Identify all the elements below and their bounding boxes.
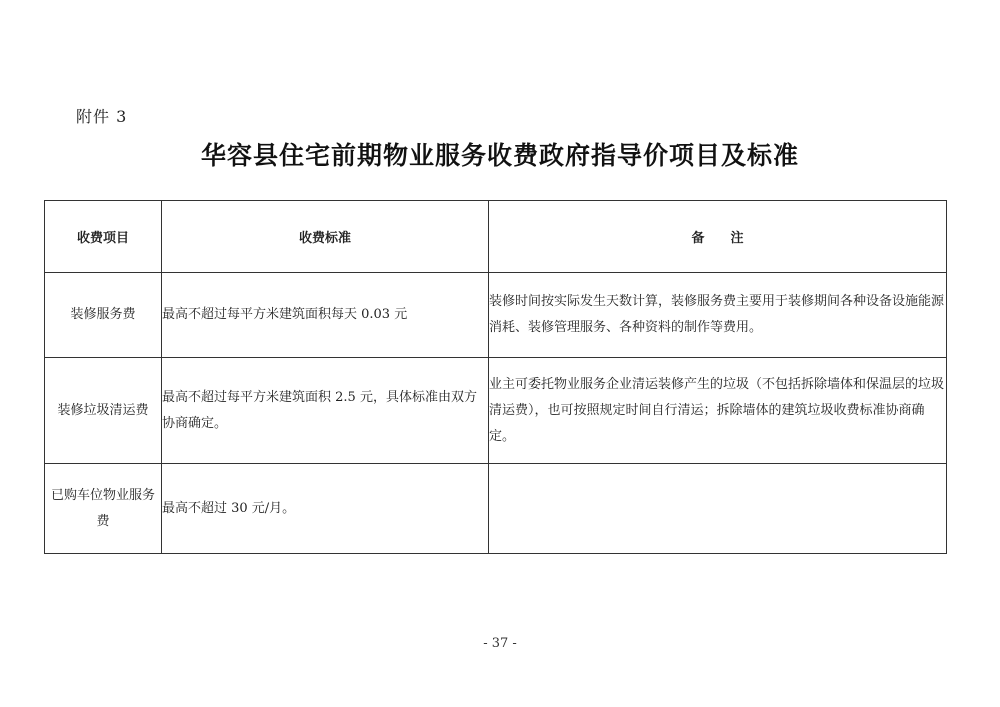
page-number: - 37 -: [483, 636, 517, 651]
header-remarks: 备 注: [489, 201, 947, 273]
fee-item-cell: 装修服务费: [45, 273, 162, 358]
fee-item-cell: 已购车位物业服务费: [45, 464, 162, 554]
header-fee-standard: 收费标准: [162, 201, 489, 273]
fee-standard-cell: 最高不超过每平方米建筑面积每天 0.03 元: [162, 273, 489, 358]
table-row: [45, 273, 947, 358]
document-title: 华容县住宅前期物业服务收费政府指导价项目及标准: [200, 141, 799, 170]
fee-table: [44, 200, 947, 554]
fee-item-cell: 装修垃圾清运费: [45, 358, 162, 464]
fee-standard-cell: 最高不超过每平方米建筑面积 2.5 元，具体标准由双方协商确定。: [162, 358, 489, 464]
remarks-cell: 业主可委托物业服务企业清运装修产生的垃圾（不包括拆除墙体和保温层的垃圾清运费），也可按照规定时间自行清运；拆除墙体的建筑垃圾收费标准协商确定。: [489, 358, 947, 464]
header-fee-item: 收费项目: [45, 201, 162, 273]
table-header-row: [45, 201, 947, 273]
attachment-label: 附件 3: [76, 107, 128, 126]
remarks-cell: 装修时间按实际发生天数计算，装修服务费主要用于装修期间各种设备设施能源消耗、装修管理服务、各种资料的制作等费用。: [489, 273, 947, 358]
table-row: [45, 464, 947, 554]
fee-standard-cell: 最高不超过 30 元/月。: [162, 464, 489, 554]
remarks-cell: [489, 464, 947, 554]
table-row: [45, 358, 947, 464]
